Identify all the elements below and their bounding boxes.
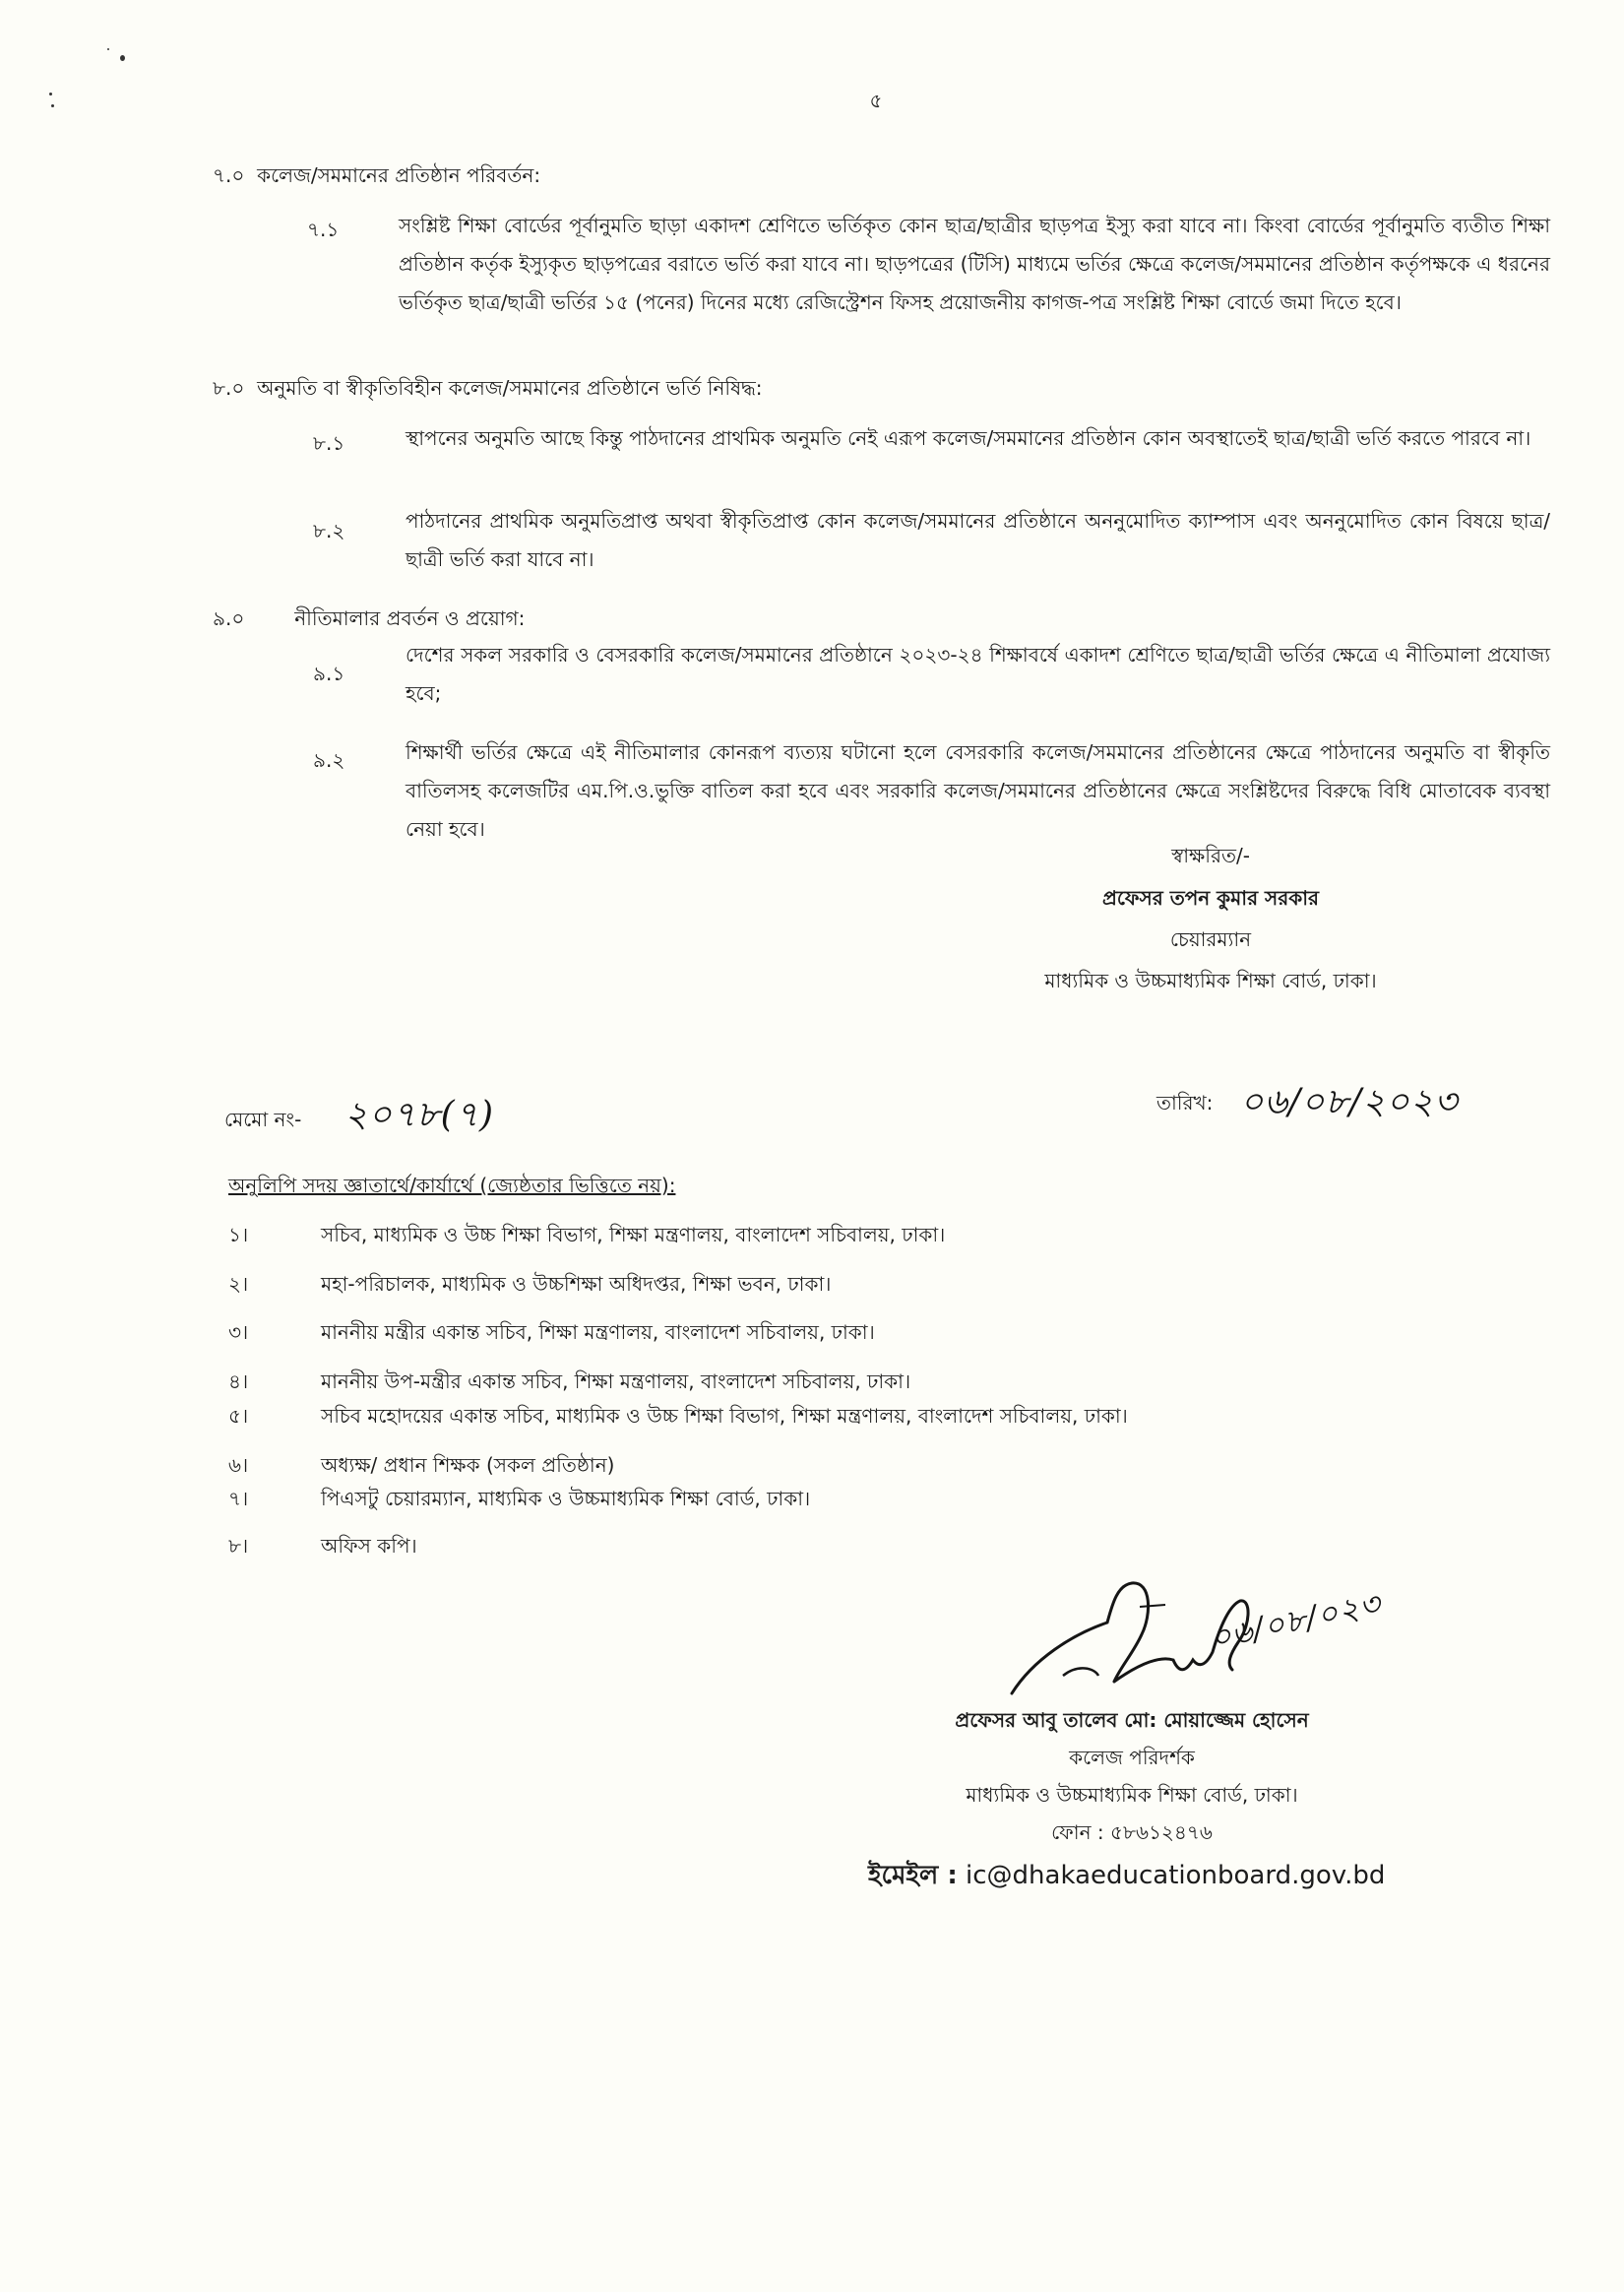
- copy-item-text: মাননীয় উপ-মন্ত্রীর একান্ত সচিব, শিক্ষা মন্ত্রণালয়, বাংলাদেশ সচিবালয়, ঢাকা।: [321, 1369, 911, 1393]
- copy-item-text: সচিব মহোদয়ের একান্ত সচিব, মাধ্যমিক ও উচ্চ শিক্ষা বিভাগ, শিক্ষা মন্ত্রণালয়, বাংলাদেশ সচিবালয়, ঢাকা।: [321, 1404, 1128, 1428]
- inspector-email-line: [868, 1855, 1385, 1898]
- inspector-designation: কলেজ পরিদর্শক: [1069, 1746, 1195, 1769]
- section-title: নীতিমালার প্রবর্তন ও প্রয়োগ:: [294, 606, 526, 630]
- item-text: সংশ্লিষ্ট শিক্ষা বোর্ডের পূর্বানুমতি ছাড়া একাদশ শ্রেণিতে ভর্তিকৃত কোন ছাত্র/ছাত্রীর ছাড়পত্র ইস্যু করা যাবে না। কিংবা বোর্ডের পূর্বানুমতি ব্যতীত শিক্ষা প্রতিষ্ঠান কর্তৃক ইস্যুকৃত ছাড়পত্রের বরাতে ভর্তি করা যাবে না। ছাড়পত্রের (টিসি) মাধ্যমে ভর্তির ক্ষেত্রে কলেজ/সমমানের প্রতিষ্ঠান কর্তৃপক্ষকে এ ধরনের ভর্তিকৃত ছাত্র/ছাত্রী ভর্তির ১৫ (পনের) দিনের মধ্যে রেজিস্ট্রেশন ফিসহ প্রয়োজনীয় কাগজ-পত্র সংশ্লিষ্ট শিক্ষা বোর্ডে জমা দিতে হবে।: [399, 214, 1550, 314]
- section-heading: [213, 374, 763, 407]
- item-text: শিক্ষার্থী ভর্তির ক্ষেত্রে এই নীতিমালার কোনরূপ ব্যত্যয় ঘটানো হলে বেসরকারি কলেজ/সমমানের প্রতিষ্ঠানের ক্ষেত্রে পাঠদানের অনুমতি বা স্বীকৃতি বাতিলসহ কলেজটির এম.পি.ও.ভুক্তি বাতিল করা হবে এবং সরকারি কলেজ/সমমানের প্রতিষ্ঠানের ক্ষেত্রে সংশ্লিষ্টদের বিরুদ্ধে বিধি মোতাবেক ব্যবস্থা নেয়া হবে।: [406, 740, 1550, 841]
- copy-item-number: ২।: [228, 1272, 249, 1296]
- item-number: ৯.১: [313, 662, 345, 685]
- section-number: ৯.০: [213, 606, 245, 630]
- section-heading: [213, 605, 525, 637]
- item-text: স্থাপনের অনুমতি আছে কিন্তু পাঠদানের প্রাথমিক অনুমতি নেই এরূপ কলেজ/সমমানের প্রতিষ্ঠান কোন অবস্থাতেই ছাত্র/ছাত্রী ভর্তি করতে পারবে না।: [406, 426, 1531, 450]
- copy-item-number: ১।: [228, 1223, 249, 1246]
- scan-speck: [107, 48, 109, 50]
- date-label: তারিখ:: [1156, 1091, 1214, 1114]
- chairman-office: মাধ্যমিক ও উচ্চমাধ্যমিক শিক্ষা বোর্ড, ঢাকা।: [1044, 969, 1377, 992]
- memo-label: মেমো নং-: [224, 1108, 302, 1131]
- scan-speck: [120, 55, 125, 61]
- item-number: ৮.২: [313, 519, 345, 542]
- section-heading: [213, 161, 540, 194]
- section-number: ৮.০: [213, 376, 245, 400]
- inspector-phone: ফোন : ৫৮৬১২৪৭৬: [1051, 1820, 1213, 1844]
- copy-item-text: পিএসটু চেয়ারম্যান, মাধ্যমিক ও উচ্চমাধ্যমিক শিক্ষা বোর্ড, ঢাকা।: [321, 1487, 811, 1510]
- item-number: ৯.২: [313, 748, 345, 772]
- copy-item-text: অফিস কপি।: [321, 1534, 417, 1558]
- copy-list-title: অনুলিপি সদয় জ্ঞাতার্থে/কার্যার্থে (জ্যেষ্ঠতার ভিত্তিতে নয়):: [228, 1174, 676, 1197]
- page-number: ৫: [869, 89, 883, 112]
- inspector-office: মাধ্যমিক ও উচ্চমাধ্যমিক শিক্ষা বোর্ড, ঢাকা।: [966, 1783, 1298, 1807]
- copy-item-number: ৫।: [228, 1404, 249, 1428]
- item-number: ৭.১: [307, 218, 340, 241]
- copy-item-number: ৩।: [228, 1320, 249, 1344]
- section-number: ৭.০: [213, 163, 245, 187]
- copy-item-text: সচিব, মাধ্যমিক ও উচ্চ শিক্ষা বিভাগ, শিক্ষা মন্ত্রণালয়, বাংলাদেশ সচিবালয়, ঢাকা।: [321, 1223, 946, 1246]
- copy-item-text: মাননীয় মন্ত্রীর একান্ত সচিব, শিক্ষা মন্ত্রণালয়, বাংলাদেশ সচিবালয়, ঢাকা।: [321, 1320, 875, 1344]
- item-text: পাঠদানের প্রাথমিক অনুমতিপ্রাপ্ত অথবা স্বীকৃতিপ্রাপ্ত কোন কলেজ/সমমানের প্রতিষ্ঠানে অননুমোদিত ক্যাম্পাস এবং অননুমোদিত কোন বিষয়ে ছাত্র/ছাত্রী ভর্তি করা যাবে না।: [406, 509, 1550, 571]
- email-label: ইমেইল :: [868, 1861, 958, 1890]
- copy-item-number: ৮।: [228, 1534, 249, 1558]
- chairman-name: প্রফেসর তপন কুমার সরকার: [1101, 886, 1320, 910]
- section-title: কলেজ/সমমানের প্রতিষ্ঠান পরিবর্তন:: [257, 163, 541, 187]
- chairman-designation: চেয়ারম্যান: [1169, 927, 1252, 951]
- item-text: দেশের সকল সরকারি ও বেসরকারি কলেজ/সমমানের প্রতিষ্ঠানে ২০২৩-২৪ শিক্ষাবর্ষে একাদশ শ্রেণিতে ছাত্র/ছাত্রী ভর্তির ক্ষেত্রে এ নীতিমালা প্রযোজ্য হবে;: [406, 643, 1550, 705]
- copy-item-number: ৪।: [228, 1369, 249, 1393]
- copy-item-text: মহা-পরিচালক, মাধ্যমিক ও উচ্চশিক্ষা অধিদপ্তর, শিক্ষা ভবন, ঢাকা।: [321, 1272, 832, 1296]
- signature-date-handwritten: ০৬/০৮/০২৩: [1207, 1584, 1385, 1658]
- date-handwritten: ০৬/০৮/২০২৩: [1240, 1082, 1459, 1122]
- copy-item-number: ৭।: [228, 1487, 249, 1510]
- chairman-signed-note: স্বাক্ষরিত/-: [1171, 844, 1250, 867]
- email-address: ic@dhakaeducationboard.gov.bd: [966, 1861, 1386, 1890]
- inspector-name: প্রফেসর আবু তালেব মো: মোয়াজ্জেম হোসেন: [955, 1708, 1309, 1732]
- copy-item-number: ৬।: [228, 1453, 249, 1477]
- section-title: অনুমতি বা স্বীকৃতিবিহীন কলেজ/সমমানের প্রতিষ্ঠানে ভর্তি নিষিদ্ধ:: [257, 376, 763, 400]
- item-number: ৮.১: [313, 431, 345, 455]
- copy-item-text: অধ্যক্ষ/ প্রধান শিক্ষক (সকল প্রতিষ্ঠান): [321, 1453, 615, 1477]
- memo-number-handwritten: ২০৭৮(৭): [344, 1095, 495, 1135]
